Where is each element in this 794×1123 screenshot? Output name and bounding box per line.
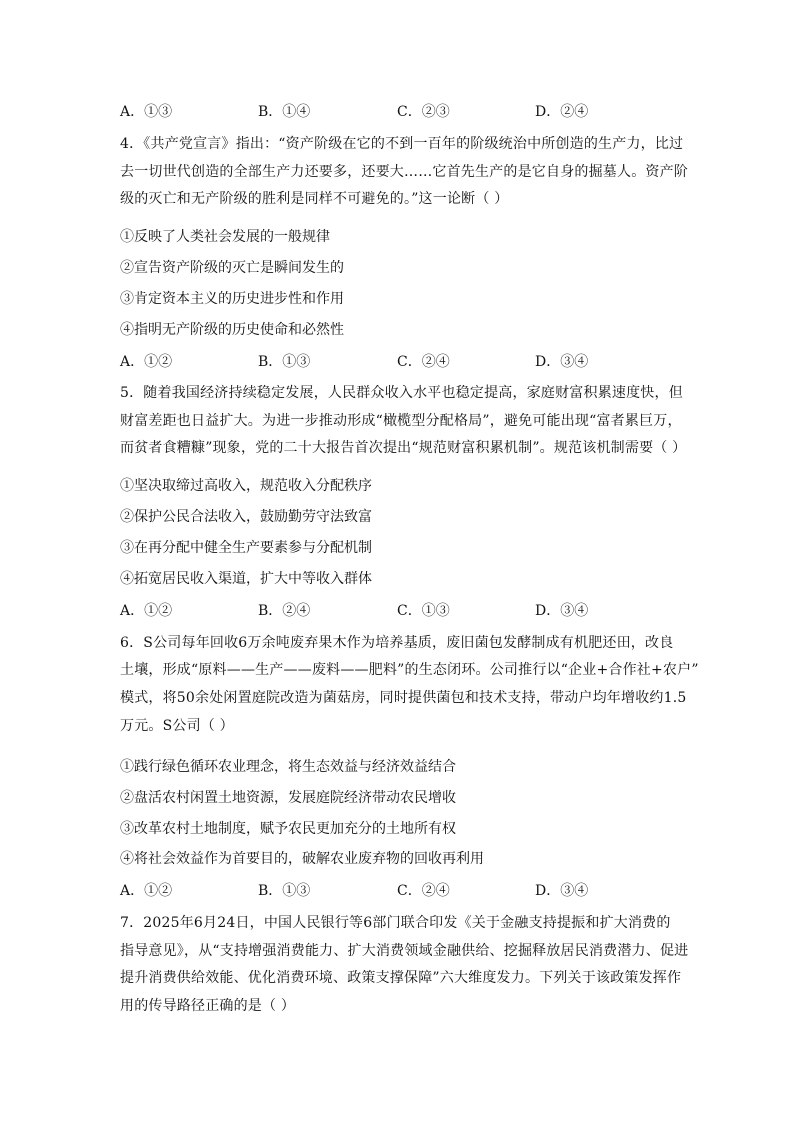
- q6-choice-c[interactable]: C．②④: [397, 883, 450, 899]
- q4-choice-b[interactable]: B．①③: [258, 354, 311, 370]
- q5-choice-b[interactable]: B．②④: [258, 603, 311, 619]
- q6-choice-a[interactable]: A．①②: [120, 883, 173, 899]
- q6-stem-line-3: 模式，将50余处闲置庭院改造为菌菇房，同时提供菌包和技术支持，带动户均年增收约1.5: [120, 690, 687, 706]
- q3-choice-d[interactable]: D．②④: [535, 104, 589, 120]
- q4-option-4: ④指明无产阶级的历史使命和必然性: [120, 322, 344, 338]
- q4-option-1: ①反映了人类社会发展的一般规律: [120, 229, 330, 245]
- q7-stem-line-4: 用的传导路径正确的是（ ）: [120, 998, 296, 1014]
- q5-option-3: ③在再分配中健全生产要素参与分配机制: [120, 540, 372, 556]
- q5-stem-line-1: 5．随着我国经济持续稳定发展，人民群众收入水平也稳定提高，家庭财富积累速度快，但: [120, 385, 683, 401]
- q7-stem-line-3: 提升消费供给效能、优化消费环境、政策支撑保障”六大维度发力。下列关于该政策发挥作: [120, 970, 682, 986]
- q6-choice-d[interactable]: D．③④: [535, 883, 589, 899]
- q7-stem-line-1: 7．2025年6月24日，中国人民银行等6部门联合印发《关于金融支持提振和扩大消费的: [120, 915, 671, 931]
- q6-stem-line-4: 万元。S公司（ ）: [120, 718, 234, 734]
- q3-choice-a[interactable]: A．①③: [120, 104, 173, 120]
- q3-choice-c[interactable]: C．②③: [397, 104, 450, 120]
- q5-option-1: ①坚决取缔过高收入，规范收入分配秩序: [120, 478, 372, 494]
- q4-choice-c[interactable]: C．②④: [397, 354, 450, 370]
- q3-choice-b[interactable]: B．①④: [258, 104, 311, 120]
- q4-stem-line-3: 级的灭亡和无产阶级的胜利是同样不可避免的。”这一论断（ ）: [120, 191, 509, 207]
- q5-stem-line-3: 而贫者食糟糠”现象，党的二十大报告首次提出“规范财富积累机制”。规范该机制需要（ ）: [120, 440, 687, 456]
- q4-stem-line-1: 4．《共产党宣言》指出：“资产阶级在它的不到一百年的阶级统治中所创造的生产力，比过: [120, 136, 684, 152]
- q4-option-3: ③肯定资本主义的历史进步性和作用: [120, 291, 344, 307]
- q4-stem-line-2: 去一切世代创造的全部生产力还要多，还要大……它首先生产的是它自身的掘墓人。资产阶: [120, 164, 688, 180]
- q5-choice-c[interactable]: C．①③: [397, 603, 450, 619]
- q5-choice-a[interactable]: A．①②: [120, 603, 173, 619]
- q4-option-2: ②宣告资产阶级的灭亡是瞬间发生的: [120, 260, 344, 276]
- q5-option-2: ②保护公民合法收入，鼓励勤劳守法致富: [120, 509, 372, 525]
- q6-stem-line-1: 6．S公司每年回收6万余吨废弃果木作为培养基质，废旧菌包发酵制成有机肥还田，改良: [120, 635, 674, 651]
- q6-stem-line-2: 土壤，形成“原料——生产——废料——肥料”的生态闭环。公司推行以“企业+合作社+农户”: [120, 662, 699, 678]
- q4-choice-a[interactable]: A．①②: [120, 354, 173, 370]
- q5-stem-line-2: 财富差距也日益扩大。为进一步推动形成“橄榄型分配格局”，避免可能出现“富者累巨万，: [120, 413, 682, 429]
- q7-stem-line-2: 指导意见》，从“支持增强消费能力、扩大消费领域金融供给、挖掘释放居民消费潜力、促进: [120, 943, 689, 959]
- q4-choice-d[interactable]: D．③④: [535, 354, 589, 370]
- q6-option-2: ②盘活农村闲置土地资源，发展庭院经济带动农民增收: [120, 790, 456, 806]
- q5-option-4: ④拓宽居民收入渠道，扩大中等收入群体: [120, 571, 372, 587]
- q6-option-3: ③改革农村土地制度，赋予农民更加充分的土地所有权: [120, 821, 456, 837]
- q6-choice-b[interactable]: B．①③: [258, 883, 311, 899]
- q6-option-1: ①践行绿色循环农业理念，将生态效益与经济效益结合: [120, 759, 456, 775]
- q5-choice-d[interactable]: D．③④: [535, 603, 589, 619]
- q6-option-4: ④将社会效益作为首要目的，破解农业废弃物的回收再利用: [120, 851, 484, 867]
